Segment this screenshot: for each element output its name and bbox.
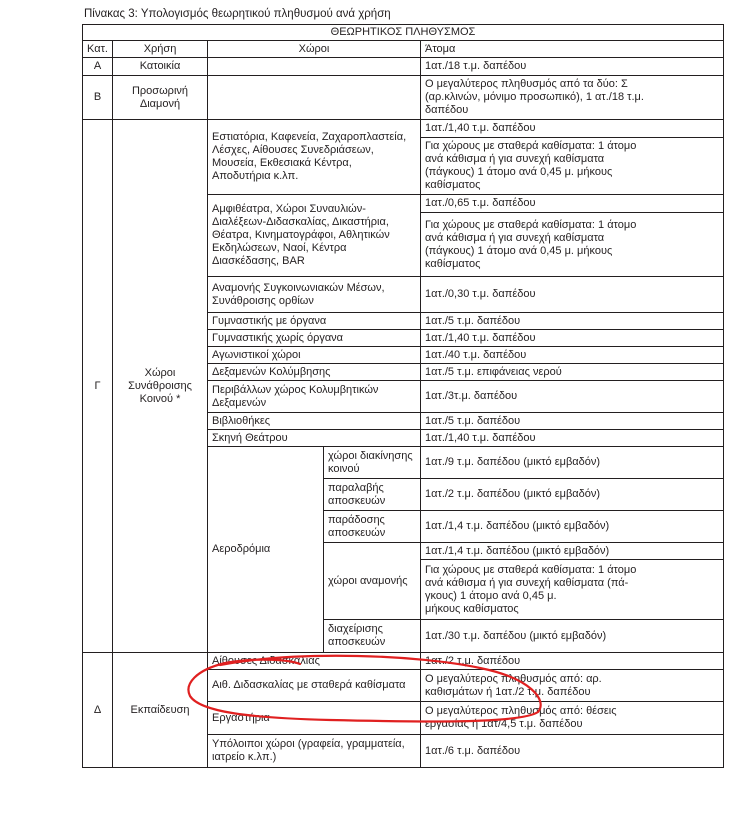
spaces-cell-airports: Αεροδρόμια <box>208 447 324 653</box>
spaces-cell <box>208 76 421 120</box>
use-name: Προσωρινή Διαμονή <box>113 76 208 120</box>
col-header-spaces: Χώροι <box>208 41 421 58</box>
category-code: Α <box>83 58 113 76</box>
spaces-cell: Αναμονής Συγκοινωνιακών Μέσων, Συνάθροισης ορθίων <box>208 277 421 313</box>
persons-cell: 1ατ./2 τ.μ. δαπέδου <box>421 653 724 670</box>
category-code: Β <box>83 76 113 120</box>
persons-cell: 1ατ./1,4 τ.μ. δαπέδου (μικτό εμβαδόν) <box>421 511 724 543</box>
persons-cell: 1ατ./30 τ.μ. δαπέδου (μικτό εμβαδόν) <box>421 620 724 653</box>
spaces-cell <box>208 58 421 76</box>
persons-cell: 1ατ./1,40 τ.μ. δαπέδου <box>421 120 724 138</box>
spaces-cell: Υπόλοιποι χώροι (γραφεία, γραμματεία, ιατρείο κ.λπ.) <box>208 735 421 768</box>
persons-cell: 1ατ./0,30 τ.μ. δαπέδου <box>421 277 724 313</box>
persons-cell: 1ατ./1,40 τ.μ. δαπέδου <box>421 330 724 347</box>
persons-cell: 1ατ./9 τ.μ. δαπέδου (μικτό εμβαδόν) <box>421 447 724 479</box>
spaces-cell: Σκηνή Θεάτρου <box>208 430 421 447</box>
category-code: Γ <box>83 120 113 653</box>
persons-cell: Ο μεγαλύτερος πληθυσμός από τα δύο: Σ (αρ.κλινών, μόνιμο προσωπικό), 1 ατ./18 τ.μ. δαπέδου <box>421 76 724 120</box>
persons-cell: Ο μεγαλύτερος πληθυσμός από: θέσεις εργασίας ή 1ατ/4,5 τ.μ. δαπέδου <box>421 702 724 735</box>
spaces-cell: Αγωνιστικοί χώροι <box>208 347 421 364</box>
persons-cell: 1ατ./6 τ.μ. δαπέδου <box>421 735 724 768</box>
persons-cell: Για χώρους με σταθερά καθίσματα: 1 άτομο ανά κάθισμα ή για συνεχή καθίσματα (πά- γκους) 1 άτομο ανά 0,45 μ. μήκους καθίσματος <box>421 560 724 620</box>
spaces-cell: Δεξαμενών Κολύμβησης <box>208 364 421 381</box>
use-name: Εκπαίδευση <box>113 653 208 768</box>
table-title: ΘΕΩΡΗΤΙΚΟΣ ΠΛΗΘΥΣΜΟΣ <box>83 25 724 41</box>
persons-cell: Ο μεγαλύτερος πληθυσμός από: αρ. καθισμάτων ή 1ατ./2 τ.μ. δαπέδου <box>421 670 724 702</box>
persons-cell: 1ατ./2 τ.μ. δαπέδου (μικτό εμβαδόν) <box>421 479 724 511</box>
sub-space-cell: χώροι αναμονής <box>324 543 421 620</box>
spaces-cell: Εργαστήρια <box>208 702 421 735</box>
use-name: Κατοικία <box>113 58 208 76</box>
persons-cell: Για χώρους με σταθερά καθίσματα: 1 άτομο ανά κάθισμα ή για συνεχή καθίσματα (πάγκους) 1 άτομο ανά 0,45 μ. μήκους καθίσματος <box>421 138 724 195</box>
sub-space-cell: παράδοσης αποσκευών <box>324 511 421 543</box>
spaces-cell: Εστιατόρια, Καφενεία, Ζαχαροπλαστεία, Λέσχες, Αίθουσες Συνεδριάσεων, Μουσεία, Εκθεσιακά Κέντρα, Αποδυτήρια κ.λπ. <box>208 120 421 195</box>
persons-cell: 1ατ./5 τ.μ. δαπέδου <box>421 313 724 330</box>
persons-cell: 1ατ./0,65 τ.μ. δαπέδου <box>421 195 724 213</box>
use-name: Χώροι Συνάθροισης Κοινού * <box>113 120 208 653</box>
persons-cell: 1ατ./5 τ.μ. επιφάνειας νερού <box>421 364 724 381</box>
persons-cell: 1ατ./1,4 τ.μ. δαπέδου (μικτό εμβαδόν) <box>421 543 724 560</box>
spaces-cell: Γυμναστικής με όργανα <box>208 313 421 330</box>
spaces-cell: Αιθ. Διδασκαλίας με σταθερά καθίσματα <box>208 670 421 702</box>
col-header-use: Χρήση <box>113 41 208 58</box>
persons-cell: 1ατ./1,40 τ.μ. δαπέδου <box>421 430 724 447</box>
category-code: Δ <box>83 653 113 768</box>
spaces-cell: Αμφιθέατρα, Χώροι Συναυλιών- Διαλέξεων-Διδασκαλίας, Δικαστήρια, Θέατρα, Κινηματογράφοι, Αθλητικών Εκδηλώσεων, Ναοί, Κέντρα Διασκέδασης, BAR <box>208 195 421 277</box>
sub-space-cell: διαχείρισης αποσκευών <box>324 620 421 653</box>
table-caption: Πίνακας 3: Υπολογισμός θεωρητικού πληθυσμού ανά χρήση <box>84 8 391 20</box>
persons-cell: 1ατ./5 τ.μ. δαπέδου <box>421 413 724 430</box>
persons-cell: 1ατ./3τ.μ. δαπέδου <box>421 381 724 413</box>
population-table <box>82 24 724 768</box>
sub-space-cell: παραλαβής αποσκευών <box>324 479 421 511</box>
spaces-cell: Περιβάλλων χώρος Κολυμβητικών Δεξαμενών <box>208 381 421 413</box>
spaces-cell: Αίθουσες Διδασκαλίας <box>208 653 421 670</box>
spaces-cell: Γυμναστικής χωρίς όργανα <box>208 330 421 347</box>
spaces-cell: Βιβλιοθήκες <box>208 413 421 430</box>
persons-cell: 1ατ./40 τ.μ. δαπέδου <box>421 347 724 364</box>
sub-space-cell: χώροι διακίνησης κοινού <box>324 447 421 479</box>
col-header-persons: Άτομα <box>421 41 724 58</box>
persons-cell: Για χώρους με σταθερά καθίσματα: 1 άτομο ανά κάθισμα ή για συνεχή καθίσματα (πάγκους) 1 άτομο ανά 0,45 μ. μήκους καθίσματος <box>421 213 724 277</box>
col-header-category: Κατ. <box>83 41 113 58</box>
persons-cell: 1ατ./18 τ.μ. δαπέδου <box>421 58 724 76</box>
